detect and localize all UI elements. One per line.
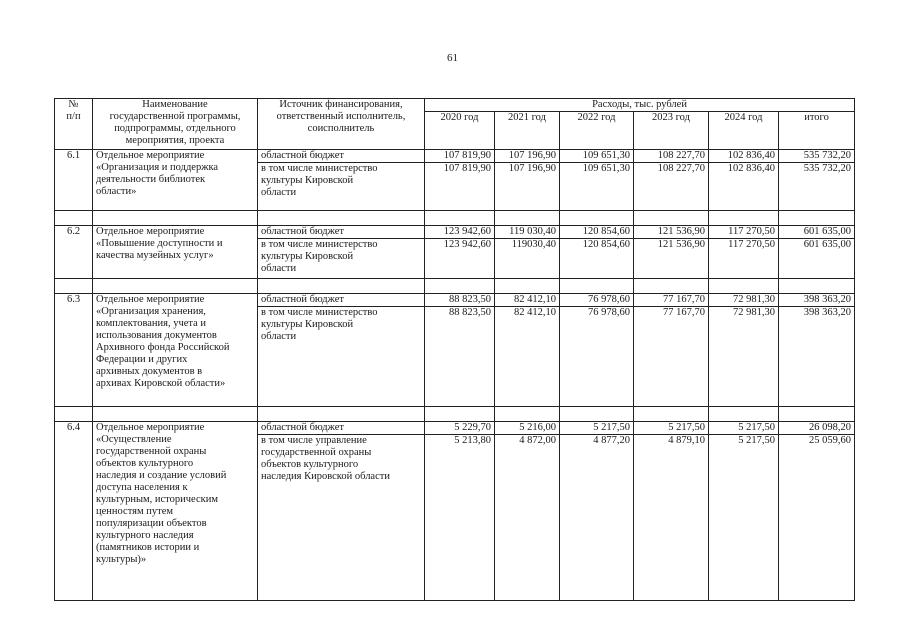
year-value: 82 412,10 xyxy=(495,294,560,307)
year-value: 123 942,60 xyxy=(425,226,495,239)
year-value: 108 227,70 xyxy=(634,150,709,163)
year-value: 88 823,50 xyxy=(425,294,495,307)
header-source: Источник финансирования, ответственный исполнитель, соисполнитель xyxy=(258,99,425,150)
row-number: 6.3 xyxy=(55,294,93,407)
spacer-cell xyxy=(425,279,495,294)
row-number: 6.2 xyxy=(55,226,93,279)
year-value: 72 981,30 xyxy=(709,294,779,307)
spacer-cell xyxy=(495,407,560,422)
year-value: 77 167,70 xyxy=(634,307,709,407)
spacer-cell xyxy=(709,407,779,422)
year-value: 5 217,50 xyxy=(634,422,709,435)
spacer-cell xyxy=(560,211,634,226)
total-value: 535 732,20 xyxy=(779,163,855,211)
spacer-cell xyxy=(709,211,779,226)
budget-table xyxy=(54,98,855,601)
spacer-cell xyxy=(93,211,258,226)
year-value: 102 836,40 xyxy=(709,150,779,163)
header-year: 2021 год xyxy=(495,112,560,150)
year-value: 107 819,90 xyxy=(425,163,495,211)
total-value: 601 635,00 xyxy=(779,226,855,239)
year-value: 109 651,30 xyxy=(560,163,634,211)
year-value: 107 196,90 xyxy=(495,150,560,163)
row-name: Отдельное мероприятие «Организация хранения, комплектования, учета и использования документов Архивного фонда Российской Федерации и других архивных документов в архивах Кировской области» xyxy=(93,294,258,407)
year-value: 117 270,50 xyxy=(709,226,779,239)
total-value: 398 363,20 xyxy=(779,307,855,407)
spacer-cell xyxy=(425,407,495,422)
spacer-cell xyxy=(779,279,855,294)
page-number: 61 xyxy=(447,52,458,64)
row-name: Отдельное мероприятие «Повышение доступности и качества музейных услуг» xyxy=(93,226,258,279)
funding-source: областной бюджет xyxy=(258,422,425,435)
spacer-cell xyxy=(258,279,425,294)
year-value: 107 196,90 xyxy=(495,163,560,211)
spacer-cell xyxy=(258,407,425,422)
spacer-cell xyxy=(93,279,258,294)
year-value: 120 854,60 xyxy=(560,226,634,239)
year-value: 119030,40 xyxy=(495,239,560,279)
year-value: 102 836,40 xyxy=(709,163,779,211)
table-row xyxy=(55,226,855,239)
year-value: 4 872,00 xyxy=(495,435,560,601)
spacer-cell xyxy=(55,279,93,294)
table-row xyxy=(55,150,855,163)
spacer-cell xyxy=(779,407,855,422)
spacer-cell xyxy=(634,211,709,226)
year-value: 123 942,60 xyxy=(425,239,495,279)
year-value: 119 030,40 xyxy=(495,226,560,239)
total-value: 398 363,20 xyxy=(779,294,855,307)
row-spacer xyxy=(55,279,855,294)
table-row xyxy=(55,422,855,435)
funding-source: в том числе министерство культуры Кировской области xyxy=(258,239,425,279)
header-expenses: Расходы, тыс. рублей xyxy=(425,99,855,112)
year-value: 5 217,50 xyxy=(709,422,779,435)
header-total: итого xyxy=(779,112,855,150)
table-row xyxy=(55,294,855,307)
year-value: 76 978,60 xyxy=(560,294,634,307)
header-year: 2024 год xyxy=(709,112,779,150)
funding-source: областной бюджет xyxy=(258,226,425,239)
spacer-cell xyxy=(495,279,560,294)
spacer-cell xyxy=(495,211,560,226)
row-name: Отдельное мероприятие «Организация и поддержка деятельности библиотек области» xyxy=(93,150,258,211)
total-value: 535 732,20 xyxy=(779,150,855,163)
funding-source: в том числе управление государственной охраны объектов культурного наследия Кировской области xyxy=(258,435,425,601)
funding-source: в том числе министерство культуры Кировской области xyxy=(258,163,425,211)
spacer-cell xyxy=(425,211,495,226)
row-name: Отдельное мероприятие «Осуществление государственной охраны объектов культурного наследия и создание условий доступа населения к культурным, историческим ценностям путем популяризации объектов культурного наследия (памятников истории и культуры)» xyxy=(93,422,258,601)
spacer-cell xyxy=(560,279,634,294)
year-value: 77 167,70 xyxy=(634,294,709,307)
spacer-cell xyxy=(560,407,634,422)
year-value: 72 981,30 xyxy=(709,307,779,407)
year-value: 4 879,10 xyxy=(634,435,709,601)
spacer-cell xyxy=(93,407,258,422)
year-value: 5 217,50 xyxy=(560,422,634,435)
spacer-cell xyxy=(779,211,855,226)
spacer-cell xyxy=(55,407,93,422)
year-value: 76 978,60 xyxy=(560,307,634,407)
header-name: Наименование государственной программы, подпрограммы, отдельного мероприятия, проекта xyxy=(93,99,258,150)
funding-source: областной бюджет xyxy=(258,294,425,307)
year-value: 5 229,70 xyxy=(425,422,495,435)
header-year: 2022 год xyxy=(560,112,634,150)
funding-source: областной бюджет xyxy=(258,150,425,163)
year-value: 88 823,50 xyxy=(425,307,495,407)
year-value: 5 217,50 xyxy=(709,435,779,601)
total-value: 601 635,00 xyxy=(779,239,855,279)
spacer-cell xyxy=(634,407,709,422)
header-year: 2023 год xyxy=(634,112,709,150)
total-value: 26 098,20 xyxy=(779,422,855,435)
total-value: 25 059,60 xyxy=(779,435,855,601)
year-value: 4 877,20 xyxy=(560,435,634,601)
row-number: 6.4 xyxy=(55,422,93,601)
row-spacer xyxy=(55,407,855,422)
year-value: 117 270,50 xyxy=(709,239,779,279)
year-value: 108 227,70 xyxy=(634,163,709,211)
row-number: 6.1 xyxy=(55,150,93,211)
spacer-cell xyxy=(258,211,425,226)
year-value: 120 854,60 xyxy=(560,239,634,279)
year-value: 109 651,30 xyxy=(560,150,634,163)
spacer-cell xyxy=(634,279,709,294)
year-value: 121 536,90 xyxy=(634,226,709,239)
header-year: 2020 год xyxy=(425,112,495,150)
header-number: № п/п xyxy=(55,99,93,150)
funding-source: в том числе министерство культуры Кировской области xyxy=(258,307,425,407)
spacer-cell xyxy=(55,211,93,226)
row-spacer xyxy=(55,211,855,226)
year-value: 5 216,00 xyxy=(495,422,560,435)
spacer-cell xyxy=(709,279,779,294)
year-value: 107 819,90 xyxy=(425,150,495,163)
year-value: 5 213,80 xyxy=(425,435,495,601)
year-value: 121 536,90 xyxy=(634,239,709,279)
year-value: 82 412,10 xyxy=(495,307,560,407)
